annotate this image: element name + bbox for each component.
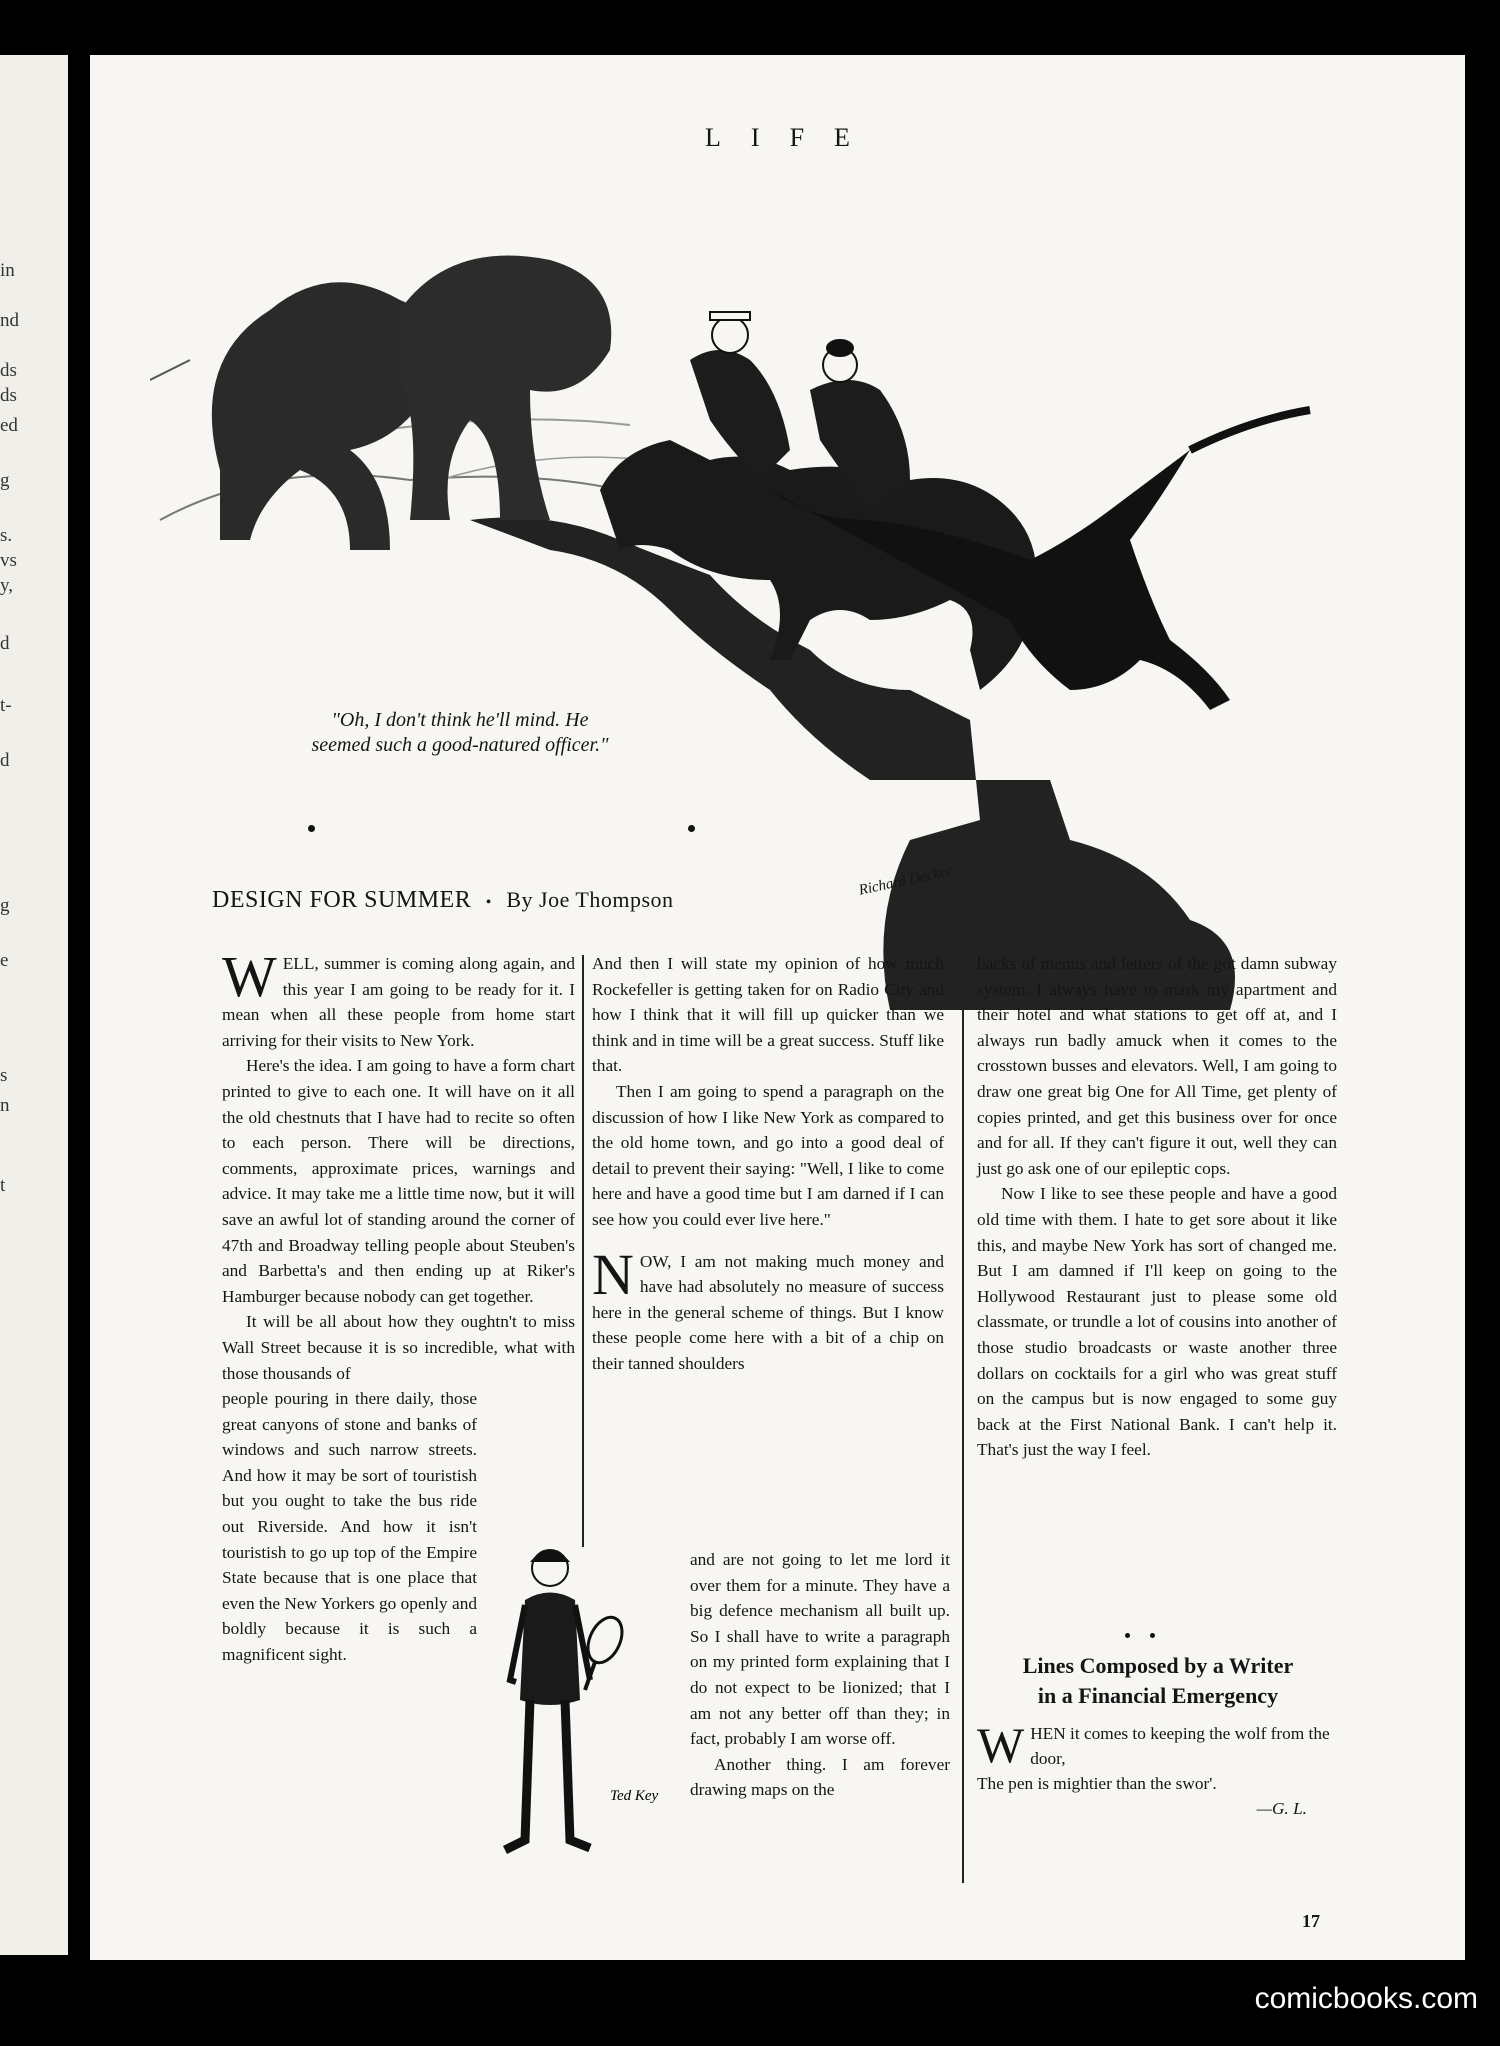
facing-page-fragment: nd [0, 310, 19, 331]
poem-signature: —G. L. [1256, 1799, 1307, 1818]
poem-title-line: Lines Composed by a Writer [1022, 1653, 1294, 1678]
watermark: comicbooks.com [1254, 1982, 1478, 2015]
article-column-2-continued [690, 1547, 950, 1803]
facing-page-fragment: d [0, 633, 10, 654]
facing-page-fragment: s [0, 1065, 8, 1086]
caption-line: "Oh, I don't think he'll mind. He [331, 709, 589, 731]
cartoonist-signature: Richard Decker [857, 863, 954, 899]
poem-body [977, 1717, 1337, 1821]
headline-separator: • [485, 894, 492, 911]
paragraph-continued: people pouring in there daily, those great canyons of stone and banks of windows and such narrow streets. And how it may be sort of touristish but you ought to take the bus ride out Riverside. And how it isn't touristish to go up top of the Empire State because that is one place that even the New Yorkers go openly and boldly because it is such a magnificent sight. [222, 1389, 477, 1665]
article-column-2 [592, 951, 944, 1377]
facing-page-fragment: g [0, 470, 10, 491]
facing-page-fragment: e [0, 950, 9, 971]
ornament-dot [688, 825, 695, 832]
facing-page-fragment: y, [0, 575, 14, 596]
facing-page-fragment: d [0, 750, 10, 771]
poem-line: WHEN it comes to keeping the wolf from the door, [977, 1717, 1330, 1773]
paragraph: And then I will state my opinion of how much Rockefeller is getting taken for on Radio City and how I think that it will fill up quicker than we think and in time will be a great success. Stuff like that. [592, 954, 944, 1076]
magazine-page [90, 55, 1465, 1960]
ornament-dot [1125, 1633, 1130, 1638]
facing-page-fragment: s. [0, 525, 13, 546]
facing-page-fragment: in [0, 260, 15, 281]
paragraph-continued: and are not going to let me lord it over them for a minute. They have a big defence mechanism all built up. So I shall have to write a paragraph on my printed form explaining that I do not expect to be lionized; that I am not any better off than they; in fact, probably I am worse off. [690, 1550, 950, 1749]
paragraph-continued: backs of menus and letters of the got damn subway system. I always have to mark my apartment and their hotel and what stations to get off at, and I always run badly amuck when it comes to the crosstown busses and elevators. Well, I am going to draw one great big One for All Time, get plenty of copies printed, and get this business over for once and for all. If they can't figure it out, well they can just go ask one of our epileptic cops. [977, 954, 1337, 1178]
page-number: 17 [1302, 1911, 1320, 1931]
paragraph: Then I am going to spend a paragraph on the discussion of how I like New York as compared to the old home town, and go into a good deal of detail to prevent their saying: "Well, I like to come here and have a good time but I am darned if I can see how you could ever live here." [592, 1081, 944, 1229]
headline-title: DESIGN FOR SUMMER [212, 887, 472, 913]
paragraph: WELL, summer is coming along again, and this year I am going to be ready for it. I mean when all these people from home start arriving for their visits to New York. [222, 944, 575, 1050]
facing-page-fragment: t [0, 1175, 6, 1196]
paragraph: NOW, I am not making much money and have had absolutely no measure of success here in the general scheme of things. But I know these people come here with a bit of a chip on their tanned shoulders [592, 1241, 944, 1373]
cartoon-caption [240, 708, 680, 758]
column-rule [962, 955, 964, 1883]
column-rule [582, 955, 584, 1547]
article-column-3 [977, 951, 1337, 1463]
facing-page-fragment: vs [0, 550, 17, 571]
caption-line: seemed such a good-natured officer." [311, 734, 609, 756]
drop-cap: W [977, 1717, 1025, 1773]
drop-cap: N [592, 1241, 634, 1307]
paragraph: It will be all about how they oughtn't to miss Wall Street because it is so incredible, what with those thousands of [222, 1312, 575, 1383]
facing-page-fragment: ds [0, 360, 17, 381]
paragraph: Now I like to see these people and have a good old time with them. I hate to get sore about it like this, and maybe New York has sort of changed me. But I am damned if I'll keep on going to the Hollywood Restaurant just to please some old classmate, or trundle a lot of cousins into another of those studio broadcasts or waste another three dollars on cocktails for a girl who was great stuff on the campus but is now engaged to some guy back at the First National Bank. I can't help it. That's just the way I feel. [977, 1184, 1337, 1460]
poem-title [968, 1651, 1348, 1711]
drop-cap: W [222, 944, 277, 1009]
illustrator-signature: Ted Key [610, 1788, 659, 1804]
article-headline [212, 887, 674, 914]
ornament-dot [1150, 1633, 1155, 1638]
facing-page-fragment: n [0, 1095, 10, 1116]
tennis-player-illustration [430, 1540, 680, 1885]
article-byline: By Joe Thompson [506, 887, 674, 912]
poem-title-line: in a Financial Emergency [1037, 1683, 1279, 1708]
facing-page-fragment: ed [0, 415, 18, 436]
paragraph: Here's the idea. I am going to have a form chart printed to give to each one. It will have on it all the old chestnuts that I have had to recite so often to each person. There will be directions, comments, approximate prices, warnings and advice. It may take me a little time now, but it will save an awful lot of standing around the corner of 47th and Broadway telling people about Steuben's and Barbetta's and then ending up at Riker's Hamburger because nobody can get together. [222, 1056, 575, 1306]
facing-page-fragment: g [0, 895, 10, 916]
poem-line: The pen is mightier than the swor'. [977, 1774, 1217, 1793]
facing-page-fragment: t- [0, 695, 12, 716]
facing-page-edge [0, 55, 68, 1955]
paragraph: Another thing. I am forever drawing maps on the [690, 1754, 950, 1800]
ornament-dot [308, 825, 315, 832]
facing-page-fragment: ds [0, 385, 17, 406]
masthead: LIFE [705, 123, 880, 152]
